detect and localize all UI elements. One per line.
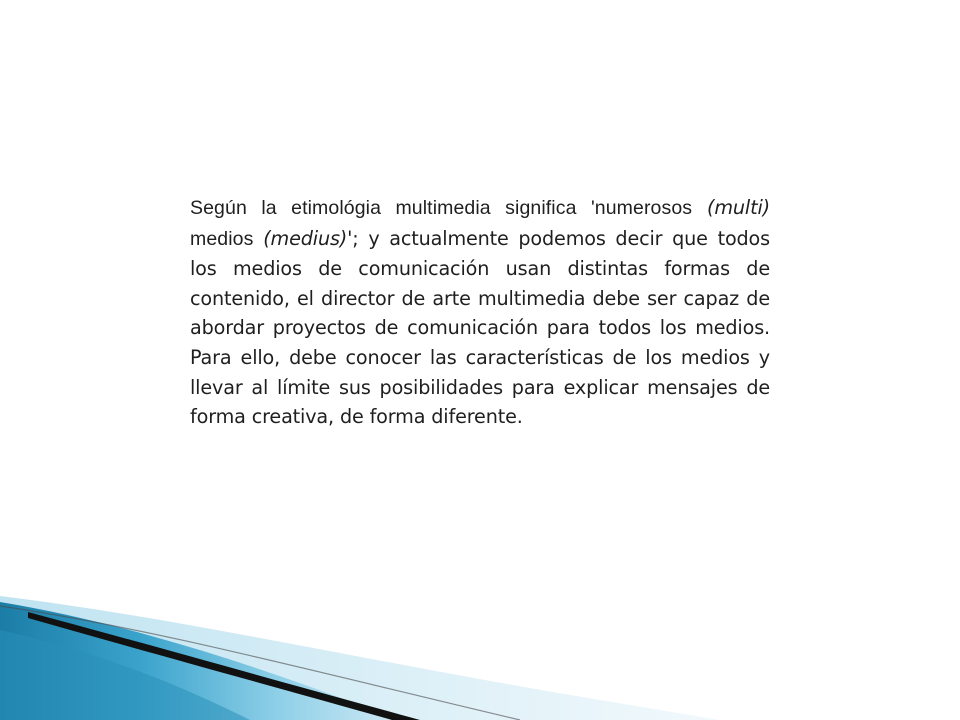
wave-dark-band <box>0 630 250 720</box>
wave-light-band <box>0 596 720 720</box>
wave-black-swoosh <box>28 612 420 720</box>
body-paragraph <box>190 193 770 432</box>
paragraph-intro: Según la etimológia multimedia significa 'numerosos <box>190 197 693 219</box>
term-multi: (multi) <box>707 196 770 219</box>
paragraph-between: medios <box>190 227 254 250</box>
quote-close: '; <box>347 226 359 250</box>
wave-blue-band <box>0 602 400 720</box>
term-medius: (medius) <box>263 226 348 250</box>
paragraph-rest: y actualmente podemos decir que todos los medios de comunicación usan distintas formas de contenido, el director de arte multimedia debe ser capaz de abordar proyectos de comunicación para todos los medios. Para ello, debe conocer las características de los medios y llevar al límite sus posibilidades para explicar mensajes de forma creativa, de forma diferente. <box>190 226 770 429</box>
wave-thin-line <box>0 606 520 720</box>
